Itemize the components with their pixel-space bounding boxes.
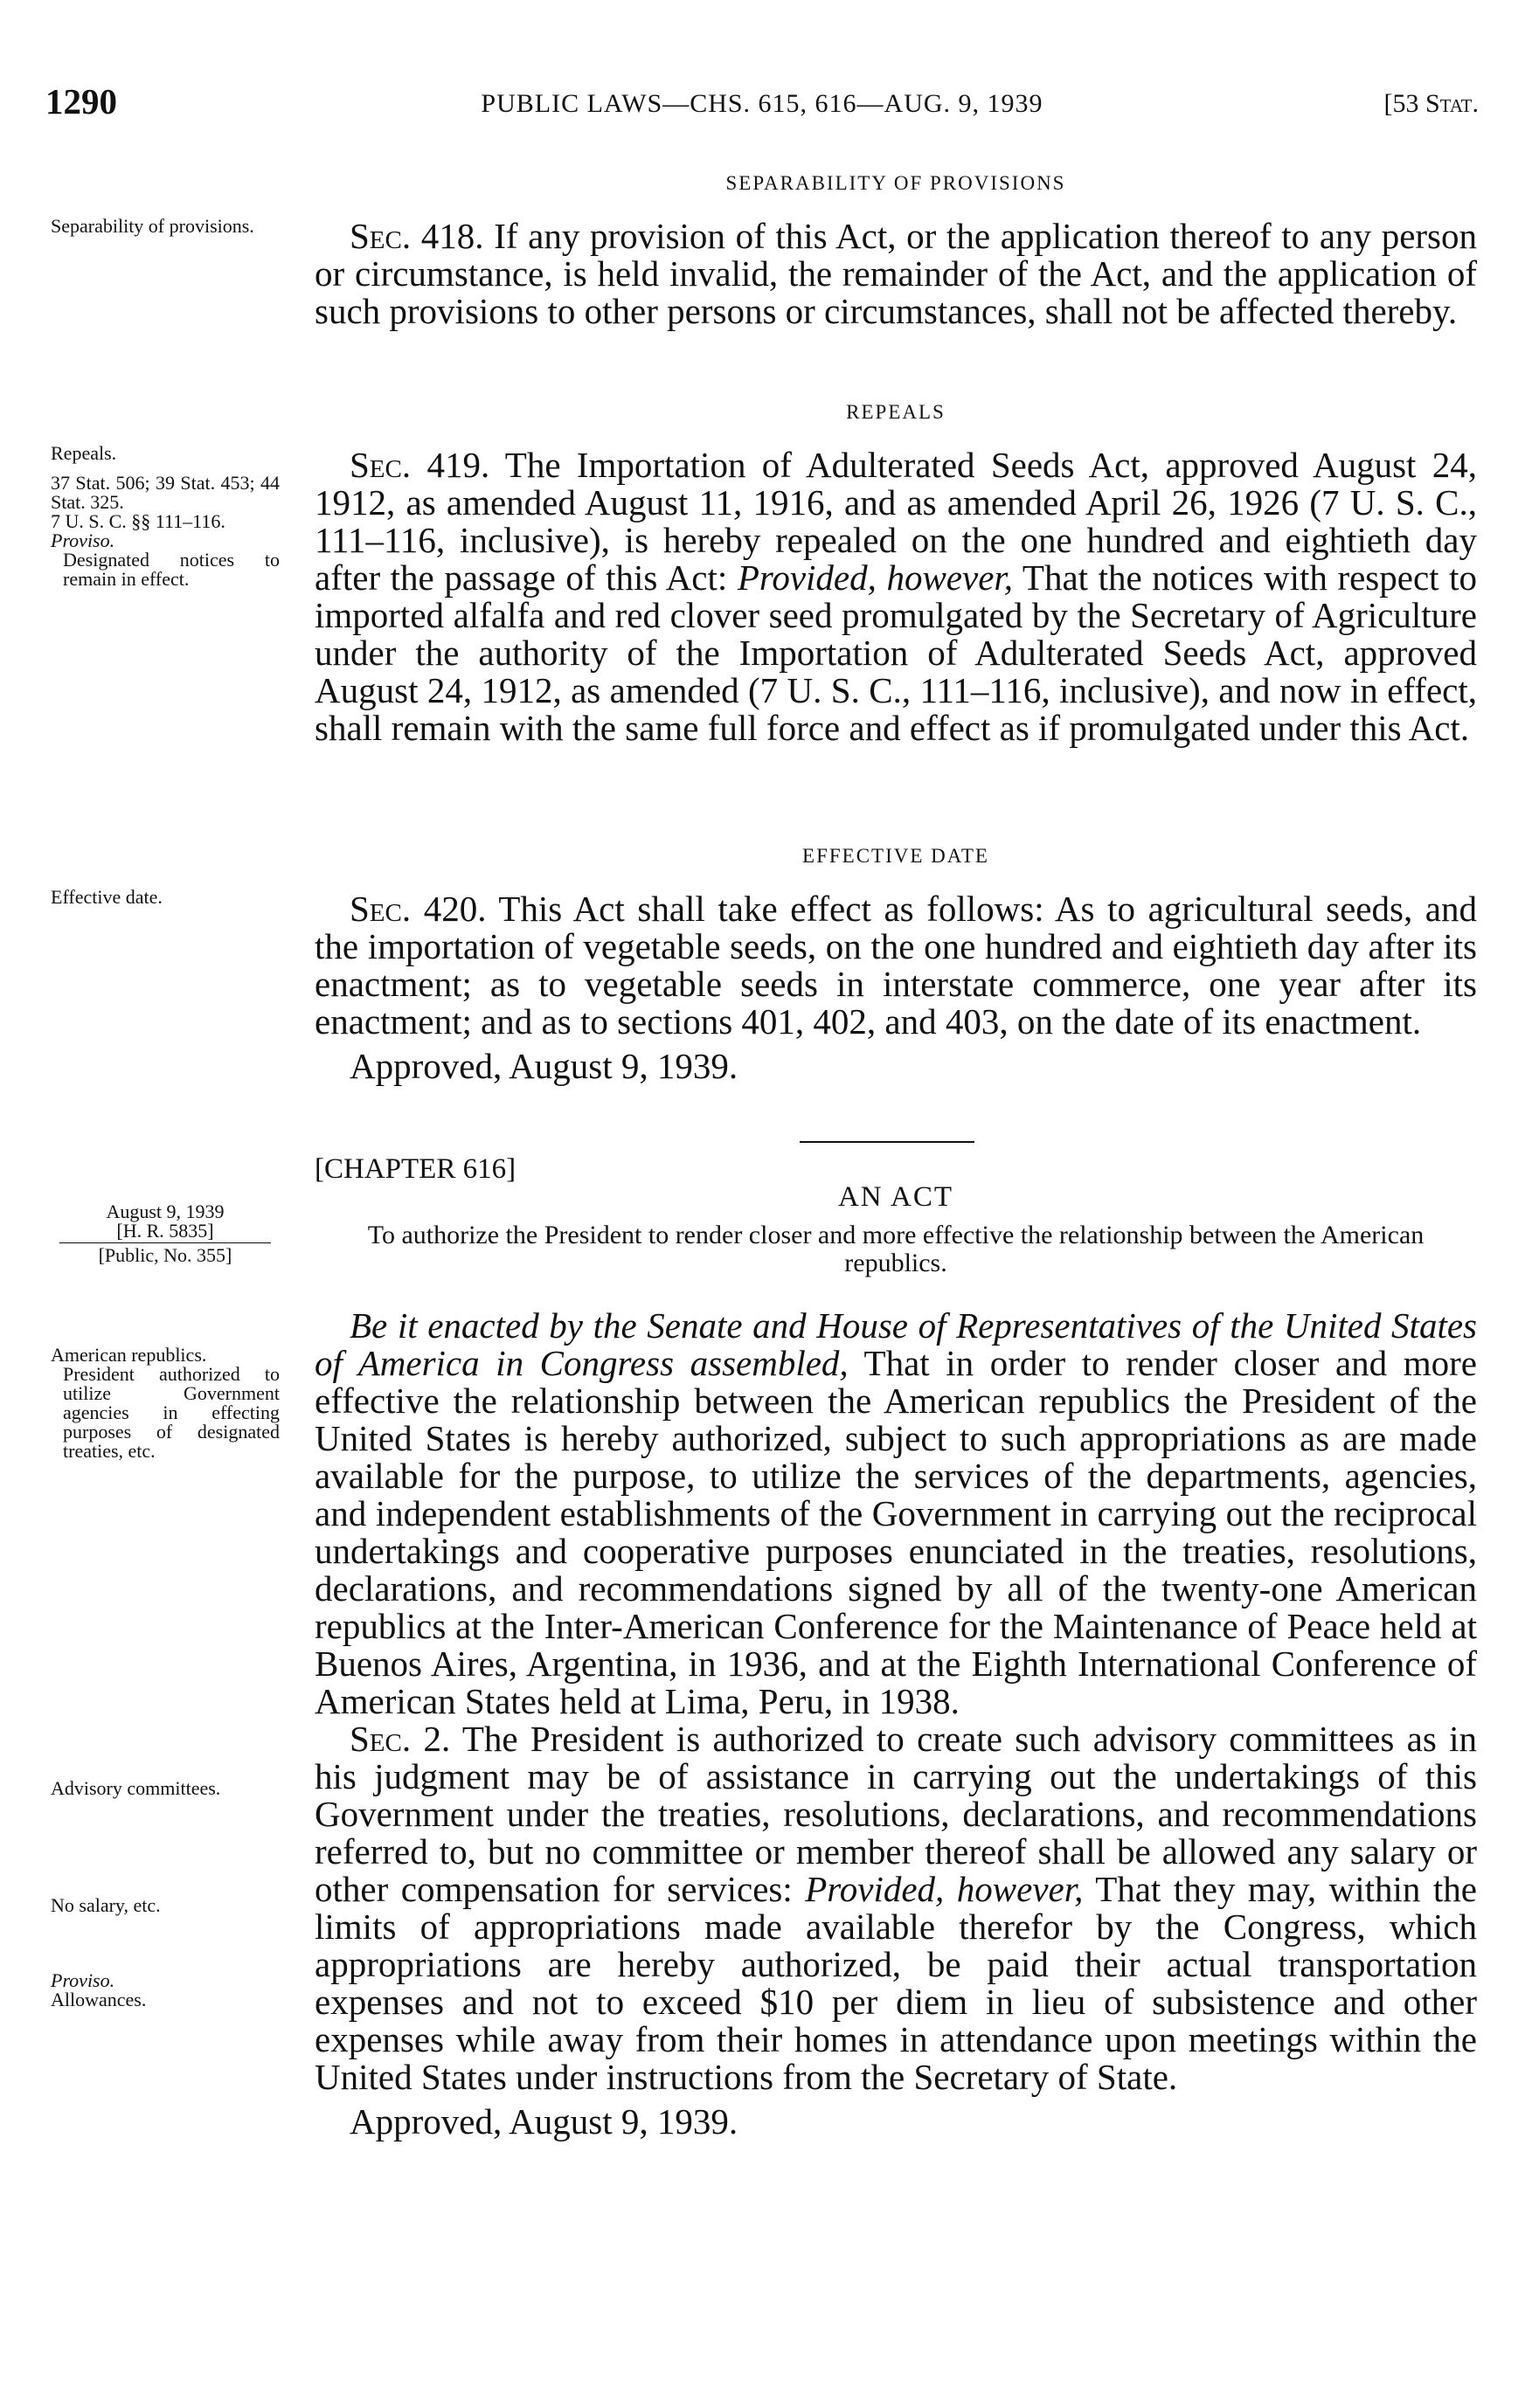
act-long-title <box>315 1221 1477 1277</box>
page-number: 1290 <box>45 81 117 121</box>
margin-advisory: Advisory committees. <box>51 1777 221 1799</box>
margin-notices: Designated notices to remain in effect. <box>63 549 280 590</box>
section-text-continued: That the notices with respect to imported alfalfa and red clover seed promulgated by the Secretary of Agriculture under the authority of the Importation of Adulterated Seeds Act, approved August 24, 1912, as amended (7 U. S. C., 111–116, inclusive), and now in effect, shall remain with the same full force and effect as if promulgated under this Act. <box>315 557 1478 748</box>
chapter-label: [CHAPTER 616] <box>315 1153 516 1185</box>
margin-citation: 37 Stat. 506; 39 Stat. 453; 44 Stat. 325. <box>51 472 280 513</box>
section-body <box>315 218 1477 330</box>
section-label: Sec. 2. <box>350 1719 451 1759</box>
margin-president-authorized: President authorized to utilize Government agencies in effecting purposes of designated treaties, etc. <box>63 1363 280 1462</box>
enacting-clause: Be it enacted by the Senate and House of Representatives of the United States of America in Congress assembled, <box>315 1305 1477 1383</box>
section-419 <box>315 393 1477 747</box>
bill-date: August 9, 1939 <box>106 1201 225 1222</box>
margin-american-republics: American republics. <box>51 1344 207 1366</box>
section-text: If any provision of this Act, or the application thereof to any person or circumstance, is held invalid, the remainder of the Act, and the application of such provisions to other persons or circumstances, shall not be affected thereby. <box>315 216 1478 331</box>
margin-note-effective-date <box>51 888 280 907</box>
act-heading: AN ACT <box>837 1181 954 1213</box>
public-law-number: [Public, No. 355] <box>98 1244 232 1266</box>
margin-citation: 7 U. S. C. §§ 111–116. <box>51 510 225 532</box>
section-label: Sec. 419. <box>350 445 490 485</box>
section-label: Sec. 418. <box>350 216 484 256</box>
bill-info <box>51 1202 280 1265</box>
margin-repeals: Repeals. <box>51 442 117 464</box>
section-text: The Importation of Adulterated Seeds Act, approved August 24, 1912, as amended August 11, 1916, and as amended April 26, 1926 (7 U. S. C., 111–116, inclusive), is hereby repealed on the one hundred and eightieth day after the passage of this Act: <box>315 445 1478 598</box>
section-label: Sec. 420. <box>350 889 487 929</box>
section-1-body <box>315 1307 1477 1720</box>
margin-note-allowances <box>51 1971 280 2010</box>
margin-proviso: Proviso. <box>51 1969 115 1991</box>
margin-note-no-salary <box>51 1896 280 1915</box>
approved-line: Approved, August 9, 1939. <box>350 2101 738 2142</box>
approved-line: Approved, August 9, 1939. <box>350 1046 738 1086</box>
running-title: PUBLIC LAWS—CHS. 615, 616—AUG. 9, 1939 <box>481 89 1043 118</box>
section-1-text: That in order to render closer and more effective the relationship between the American republics the President of the United States is hereby authorized, subject to such appropriations as are made available for the purpose, to utilize the services of the departments, agencies, and independent establishments of the Government in carrying out the reciprocal undertakings and cooperative purposes enunciated in the treaties, resolutions, declarations, and recommendations signed by all of the twenty-one American republics at the Inter-American Conference for the Maintenance of Peace held at Buenos Aires, Argentina, in 1936, and at the Eighth International Conference of American States held at Lima, Peru, in 1938. <box>315 1343 1477 1721</box>
section-2-body <box>315 1720 1477 2096</box>
section-2-text: The President is authorized to create such advisory committees as in his judgment may be of assistance in carrying out the undertakings of this Government under the treaties, resolutions, declarations, and recommendations referred to, but no committee or member thereof shall be allowed any salary or other compensation for services: <box>315 1719 1478 1909</box>
margin-note-american-republics <box>51 1346 280 1461</box>
chapter-divider <box>800 1141 974 1143</box>
proviso-text: Provided, however, <box>805 1869 1084 1909</box>
proviso-text: Provided, however, <box>737 557 1014 598</box>
margin-note-separability <box>51 217 280 236</box>
section-heading: REPEALS <box>846 401 946 423</box>
volume-label: [53 Stat. <box>1383 89 1479 118</box>
section-text: This Act shall take effect as follows: As to agricultural seeds, and the importation of vegetable seeds, on the one hundred and eightieth day after its enactment; as to vegetable seeds in interstate commerce, one year after its enactment; and as to sections 401, 402, and 403, on the date of its enactment. <box>315 889 1478 1041</box>
long-title-text: To authorize the President to render closer and more effective the relationship between the American republics. <box>367 1221 1425 1277</box>
margin-text: Effective date. <box>51 886 163 908</box>
margin-allowances: Allowances. <box>51 1989 147 2010</box>
bill-number: [H. R. 5835] <box>116 1220 214 1242</box>
margin-proviso: Proviso. <box>51 529 115 551</box>
margin-no-salary: No salary, etc. <box>51 1894 161 1916</box>
margin-note-advisory <box>51 1779 280 1798</box>
section-heading: SEPARABILITY OF PROVISIONS <box>725 172 1066 194</box>
margin-text: Separability of provisions. <box>51 215 254 237</box>
margin-note-repeals <box>51 444 280 589</box>
running-header <box>45 80 1479 124</box>
section-body <box>315 890 1477 1041</box>
section-2-text-continued: That they may, within the limits of appropriations made available therefor by the Congress, which appropriations are hereby authorized, be paid their actual transportation expenses and not to exceed $10 per diem in lieu of subsistence and other expenses while away from their homes in attendance upon meetings within the United States under instructions from the Secretary of State. <box>315 1869 1478 2097</box>
chapter-616-body <box>315 1307 1477 2141</box>
section-body <box>315 446 1477 747</box>
section-heading: EFFECTIVE DATE <box>802 845 989 867</box>
section-420 <box>315 837 1477 1085</box>
section-418 <box>315 164 1477 330</box>
bill-divider <box>59 1242 271 1243</box>
